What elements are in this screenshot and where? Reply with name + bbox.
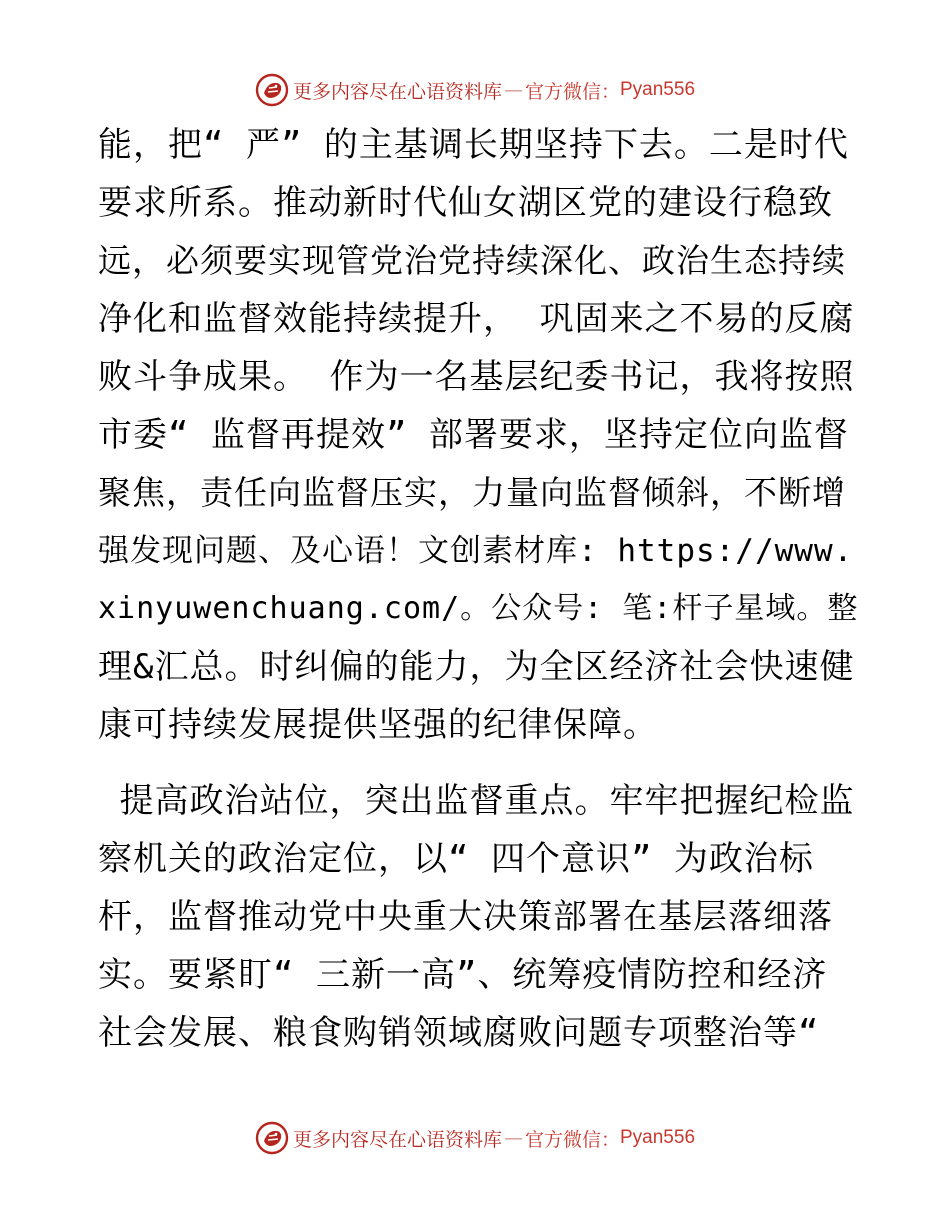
footer-wechat-label: 官方微信： xyxy=(524,1128,620,1151)
footer-dash: — xyxy=(503,1127,523,1149)
body-line: 远，必须要实现管党治党持续深化、政治生态持续 xyxy=(98,241,846,280)
body-line: 社会发展、粮食购销领域腐败问题专项整治等“ xyxy=(98,1013,820,1053)
body-line: 强发现问题、及心语！文创素材库: https://www. xyxy=(98,533,854,569)
tiger-circle-logo-icon xyxy=(255,73,289,107)
body-line: 察机关的政治定位，以“ 四个意识” 为政治标 xyxy=(98,839,814,879)
body-line: 能，把“ 严” 的主基调长期坚持下去。二是时代 xyxy=(98,125,849,165)
header-banner xyxy=(0,70,950,110)
body-line: 提高政治站位，突出监督重点。牢牢把握纪检监 xyxy=(98,781,855,821)
body-line: 败斗争成果。 作为一名基层纪委书记，我将按照 xyxy=(98,357,855,397)
header-brand-text: 更多内容尽在心语资料库 xyxy=(292,80,502,103)
footer-wechat-account: Pyan556 xyxy=(620,1127,696,1148)
body-line: 要求所系。推动新时代仙女湖区党的建设行稳致 xyxy=(98,183,833,223)
tiger-circle-logo-icon xyxy=(255,1121,289,1155)
body-line: 聚焦，责任向监督压实，力量向监督倾斜，不断增 xyxy=(98,473,846,512)
header-wechat-account: Pyan556 xyxy=(620,79,696,100)
body-line: 实。要紧盯“ 三新一高”、统筹疫情防控和经济 xyxy=(98,955,828,995)
body-line: 市委“ 监督再提效” 部署要求，坚持定位向监督 xyxy=(98,415,849,455)
header-wechat-label: 官方微信： xyxy=(524,80,620,103)
header-dash: — xyxy=(503,79,523,101)
body-line: 康可持续发展提供坚强的纪律保障。 xyxy=(98,705,658,745)
body-line: 杆，监督推动党中央重大决策部署在基层落细落 xyxy=(98,897,833,937)
footer-banner xyxy=(0,1118,950,1158)
body-line: xinyuwenchuang.com/。公众号: 笔:杆子星域。整 xyxy=(98,591,859,626)
footer-brand-text: 更多内容尽在心语资料库 xyxy=(292,1128,502,1151)
body-line: 净化和监督效能持续提升， 巩固来之不易的反腐 xyxy=(98,299,855,339)
body-line: 理&汇总。时纠偏的能力，为全区经济社会快速健 xyxy=(98,647,855,687)
